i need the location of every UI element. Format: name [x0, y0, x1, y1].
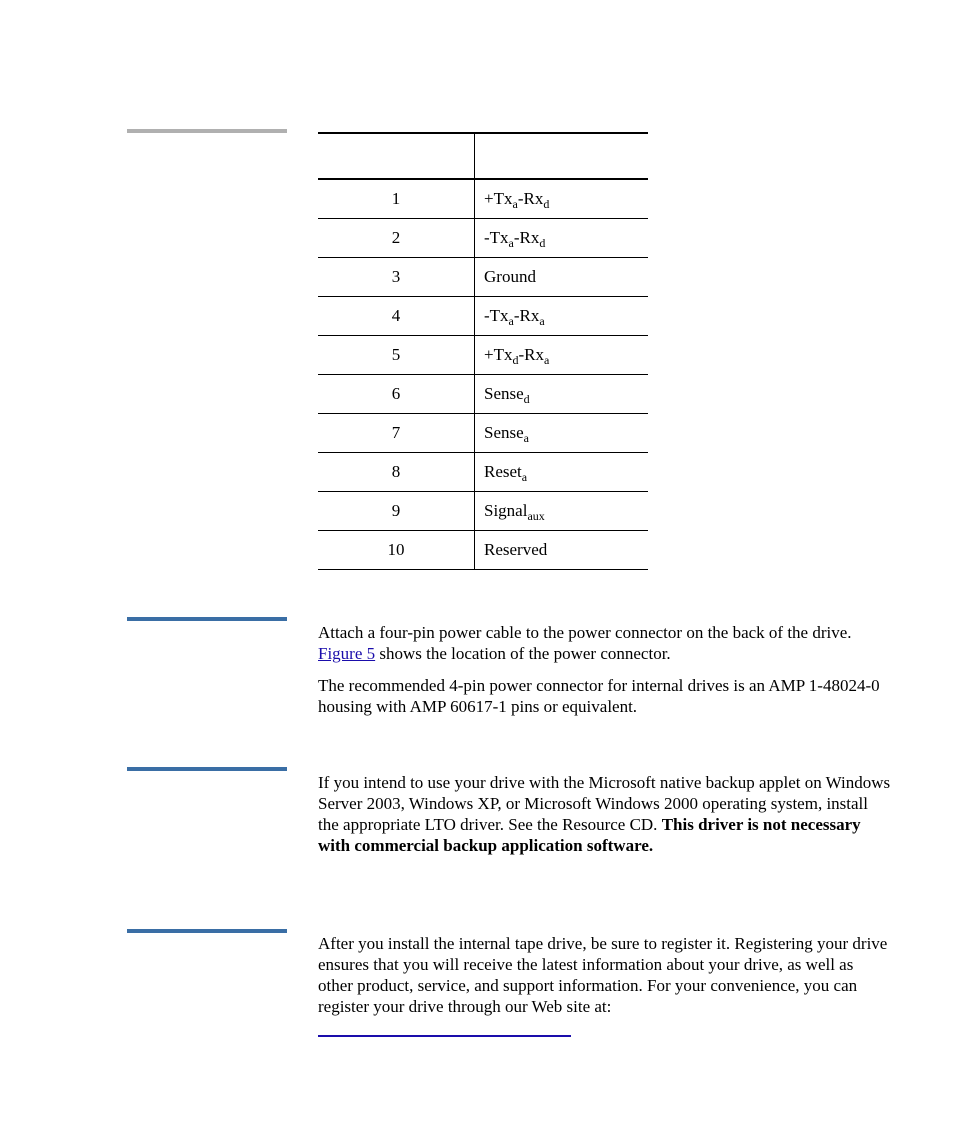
- signal-text: Ground: [484, 266, 536, 286]
- signal-subscript: a: [508, 313, 514, 328]
- signal-name: [475, 491, 649, 530]
- signal-name: [475, 374, 649, 413]
- section-rule-power: [127, 617, 287, 621]
- signal-subscript: a: [512, 196, 518, 211]
- driver-text: If you intend to use your drive with the Microsoft native backup applet on Windows Server 2003, Windows XP, or Microsoft Windows 2000 operating system, install the appropriate LTO driver. See the Resource CD.: [318, 773, 891, 834]
- pin-number: 7: [318, 413, 475, 452]
- signal-name: [475, 335, 649, 374]
- pin-number: 6: [318, 374, 475, 413]
- signal-text: Signal: [484, 500, 528, 520]
- table-row: [318, 413, 648, 452]
- table-row: [318, 179, 648, 218]
- table-row: [318, 335, 648, 374]
- signal-text: -Rx: [513, 227, 540, 247]
- table-row: [318, 374, 648, 413]
- table-row: [318, 218, 648, 257]
- power-text-1: Attach a four-pin power cable to the power connector on the back of the drive.: [318, 623, 852, 642]
- pin-number: 3: [318, 257, 475, 296]
- header-signal: [475, 133, 649, 179]
- signal-text: Sense: [484, 383, 524, 403]
- table-row: [318, 530, 648, 569]
- power-paragraph-2: The recommended 4-pin power connector for internal drives is an AMP 1-48024-0 housing with AMP 60617-1 pins or equivalent.: [318, 676, 880, 716]
- power-paragraph-1: [318, 622, 892, 664]
- pin-number: 10: [318, 530, 475, 569]
- section-rule-register: [127, 929, 287, 933]
- signal-text: -Rx: [517, 188, 544, 208]
- signal-text: -Tx: [484, 227, 509, 247]
- signal-text: Reserved: [484, 539, 548, 559]
- signal-subscript: d: [512, 352, 519, 367]
- signal-subscript: d: [523, 391, 530, 406]
- signal-text: Reset: [484, 461, 522, 481]
- signal-name: [475, 530, 649, 569]
- table-row: [318, 491, 648, 530]
- figure-5-link[interactable]: Figure 5: [318, 644, 376, 663]
- signal-name: [475, 452, 649, 491]
- pin-number: 8: [318, 452, 475, 491]
- table-header-row: [318, 133, 648, 179]
- pin-number: 2: [318, 218, 475, 257]
- signal-name: [475, 179, 649, 218]
- signal-subscript: a: [521, 469, 528, 484]
- driver-paragraph: [318, 772, 892, 856]
- pin-number: 4: [318, 296, 475, 335]
- signal-name: [475, 257, 649, 296]
- pin-number: 9: [318, 491, 475, 530]
- signal-text: -Rx: [518, 344, 544, 364]
- signal-subscript: d: [539, 235, 546, 250]
- signal-subscript: a: [523, 430, 529, 445]
- signal-text: +Tx: [484, 344, 513, 364]
- signal-subscript: a: [508, 235, 514, 250]
- signal-name: [475, 218, 649, 257]
- pin-number: 5: [318, 335, 475, 374]
- signal-name: [475, 296, 649, 335]
- header-pin: [318, 133, 475, 179]
- signal-text: Sense: [484, 422, 524, 442]
- pin-signal-table: [318, 132, 648, 570]
- pin-number: 1: [318, 179, 475, 218]
- power-text-2: shows the location of the power connector.: [375, 644, 671, 663]
- section-rule-driver: [127, 767, 287, 771]
- signal-subscript: aux: [527, 508, 545, 523]
- signal-name: [475, 413, 649, 452]
- section-rule-pin-table: [127, 129, 287, 133]
- signal-subscript: a: [539, 313, 545, 328]
- signal-text: +Tx: [484, 188, 513, 208]
- website-link-underline[interactable]: [318, 1035, 571, 1037]
- driver-bold-note: This driver is not necessary with commercial backup application software.: [318, 815, 861, 855]
- table-row: [318, 452, 648, 491]
- signal-text: -Rx: [513, 305, 540, 325]
- signal-subscript: d: [543, 196, 550, 211]
- table-row: [318, 257, 648, 296]
- table-row: [318, 296, 648, 335]
- register-paragraph: After you install the internal tape drive, be sure to register it. Registering your drive ensures that you will receive the latest information about your drive, as well as other product, service, and support information. For your convenience, you can register your drive through our Web site at:: [318, 934, 888, 1016]
- signal-text: -Tx: [484, 305, 509, 325]
- signal-subscript: a: [543, 352, 550, 367]
